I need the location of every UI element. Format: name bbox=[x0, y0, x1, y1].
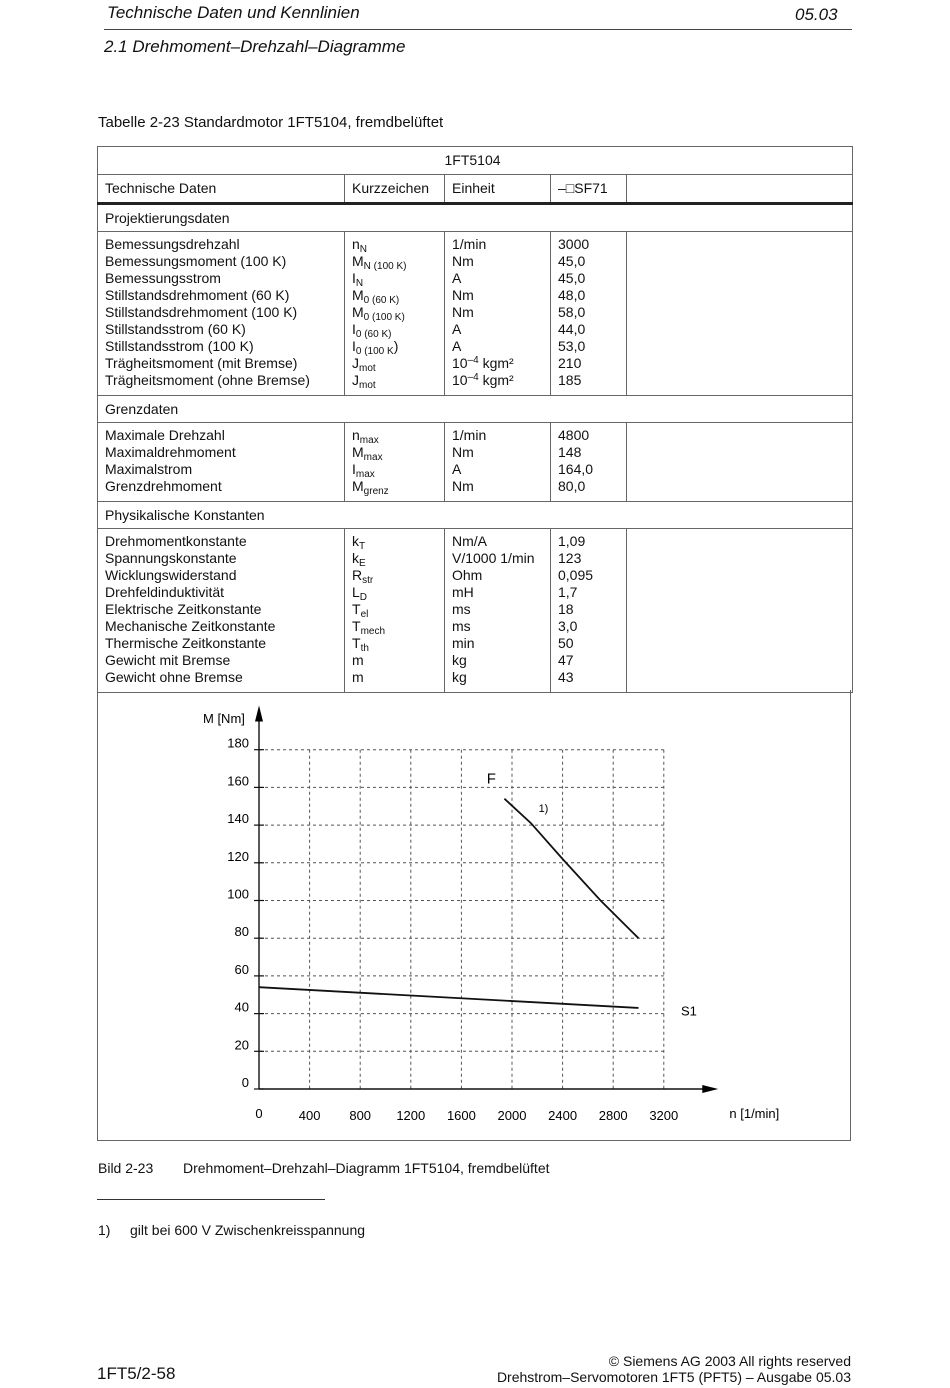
param-name: Stillstandsstrom (100 K) bbox=[98, 338, 345, 355]
section-row bbox=[98, 502, 853, 529]
symbol-subscript: th bbox=[360, 643, 369, 654]
param-name: Drehmomentkonstante bbox=[98, 529, 345, 551]
symbol-subscript: 0 (60 K) bbox=[355, 329, 392, 340]
col-header-variant: –□SF71 bbox=[551, 175, 627, 204]
symbol-subscript: E bbox=[359, 558, 366, 569]
x-tick-label: 400 bbox=[298, 1108, 321, 1123]
symbol-subscript: mech bbox=[360, 626, 386, 637]
table-row bbox=[98, 635, 853, 652]
unit-main: Ohm bbox=[452, 567, 483, 583]
param-unit bbox=[445, 423, 551, 445]
empty-cell bbox=[627, 338, 853, 355]
col-header-kurzzeichen: Kurzzeichen bbox=[345, 175, 445, 204]
param-value: 210 bbox=[551, 355, 627, 372]
empty-cell bbox=[627, 372, 853, 396]
param-name: Thermische Zeitkonstante bbox=[98, 635, 345, 652]
unit-main: A bbox=[452, 321, 462, 337]
param-value: 50 bbox=[551, 635, 627, 652]
param-symbol bbox=[345, 270, 445, 287]
param-name: Bemessungsdrehzahl bbox=[98, 232, 345, 254]
table-row bbox=[98, 423, 853, 445]
symbol-main: M bbox=[352, 444, 364, 460]
param-name: Stillstandsdrehmoment (60 K) bbox=[98, 287, 345, 304]
unit-main: 10 bbox=[452, 355, 468, 371]
curve-label-f: F bbox=[486, 770, 496, 788]
symbol-main: M bbox=[352, 287, 364, 303]
document-title: Drehstrom–Servomotoren 1FT5 (PFT5) – Ausgabe 05.03 bbox=[496, 1369, 851, 1385]
col-header-empty bbox=[627, 175, 853, 204]
param-name: Trägheitsmoment (ohne Bremse) bbox=[98, 372, 345, 396]
section-row bbox=[98, 204, 853, 232]
table-row bbox=[98, 618, 853, 635]
series-line-s1 bbox=[259, 987, 639, 1008]
param-unit bbox=[445, 253, 551, 270]
table-row bbox=[98, 652, 853, 669]
table-row bbox=[98, 584, 853, 601]
symbol-subscript: N bbox=[355, 278, 364, 289]
empty-cell bbox=[627, 618, 853, 635]
page-number: 1FT5/2-58 bbox=[97, 1364, 176, 1383]
x-tick-label: 3200 bbox=[649, 1108, 679, 1123]
empty-cell bbox=[627, 652, 853, 669]
param-symbol bbox=[345, 601, 445, 618]
y-tick-label: 160 bbox=[227, 773, 249, 789]
col-header-einheit: Einheit bbox=[445, 175, 551, 204]
section-row bbox=[98, 396, 853, 423]
spec-table-body bbox=[98, 147, 853, 693]
symbol-subscript: max bbox=[355, 469, 375, 480]
unit-main: min bbox=[452, 635, 475, 651]
param-name: Maximale Drehzahl bbox=[98, 423, 345, 445]
symbol-subscript: max bbox=[359, 435, 379, 446]
unit-main: ms bbox=[452, 618, 471, 634]
param-value: 1,7 bbox=[551, 584, 627, 601]
param-unit bbox=[445, 584, 551, 601]
table-row bbox=[98, 669, 853, 693]
empty-cell bbox=[627, 669, 853, 693]
table-row bbox=[98, 550, 853, 567]
header-rule bbox=[104, 29, 852, 30]
x-tick-label: 2000 bbox=[497, 1108, 527, 1123]
param-symbol bbox=[345, 287, 445, 304]
param-symbol bbox=[345, 304, 445, 321]
model-label: 1FT5104 bbox=[444, 152, 501, 168]
table-caption: Tabelle 2-23 Standardmotor 1FT5104, fremdbelüftet bbox=[98, 114, 444, 131]
param-unit bbox=[445, 618, 551, 635]
unit-exponent: –4 bbox=[467, 355, 479, 366]
param-value: 53,0 bbox=[551, 338, 627, 355]
footnote-text: gilt bei 600 V Zwischenkreisspannung bbox=[130, 1222, 366, 1238]
table-row bbox=[98, 232, 853, 254]
empty-cell bbox=[627, 567, 853, 584]
param-unit bbox=[445, 635, 551, 652]
param-unit bbox=[445, 529, 551, 551]
param-value: 185 bbox=[551, 372, 627, 396]
symbol-main: R bbox=[352, 567, 363, 583]
param-symbol bbox=[345, 423, 445, 445]
param-name: Gewicht ohne Bremse bbox=[98, 669, 345, 693]
y-axis-title: M [Nm] bbox=[203, 710, 245, 726]
x-tick-label: 2400 bbox=[548, 1108, 578, 1123]
torque-speed-chart bbox=[98, 690, 850, 1140]
param-value: 58,0 bbox=[551, 304, 627, 321]
param-unit bbox=[445, 304, 551, 321]
empty-cell bbox=[627, 444, 853, 461]
empty-cell bbox=[627, 529, 853, 551]
param-name: Gewicht mit Bremse bbox=[98, 652, 345, 669]
empty-cell bbox=[627, 601, 853, 618]
table-row bbox=[98, 461, 853, 478]
param-value: 45,0 bbox=[551, 253, 627, 270]
param-symbol bbox=[345, 478, 445, 502]
param-symbol bbox=[345, 550, 445, 567]
param-value: 45,0 bbox=[551, 270, 627, 287]
param-name: Maximaldrehmoment bbox=[98, 444, 345, 461]
param-unit bbox=[445, 444, 551, 461]
symbol-main: I bbox=[352, 338, 356, 354]
table-row bbox=[98, 253, 853, 270]
symbol-main: M bbox=[352, 253, 364, 269]
model-row bbox=[98, 147, 853, 175]
symbol-tail: ) bbox=[393, 338, 399, 354]
footnote-number: 1) bbox=[98, 1222, 111, 1238]
x-tick-label: 0 bbox=[255, 1106, 263, 1121]
symbol-subscript: mot bbox=[359, 380, 376, 391]
figure-caption: Drehmoment–Drehzahl–Diagramm 1FT5104, fremdbelüftet bbox=[183, 1160, 550, 1176]
y-tick-label: 140 bbox=[227, 811, 249, 827]
param-value: 4800 bbox=[551, 423, 627, 445]
param-symbol bbox=[345, 232, 445, 254]
param-value: 0,095 bbox=[551, 567, 627, 584]
symbol-subscript: grenz bbox=[363, 486, 389, 497]
empty-cell bbox=[627, 584, 853, 601]
symbol-main: L bbox=[352, 584, 360, 600]
param-value: 43 bbox=[551, 669, 627, 693]
param-symbol bbox=[345, 338, 445, 355]
x-axis-title: n [1/min] bbox=[729, 1106, 780, 1121]
unit-main: kg bbox=[452, 652, 467, 668]
symbol-main: n bbox=[352, 236, 360, 252]
unit-main: A bbox=[452, 270, 462, 286]
section-title: Projektierungsdaten bbox=[98, 204, 853, 232]
param-symbol bbox=[345, 652, 445, 669]
unit-main: Nm bbox=[452, 478, 474, 494]
param-symbol bbox=[345, 372, 445, 396]
empty-cell bbox=[627, 461, 853, 478]
param-symbol bbox=[345, 584, 445, 601]
section-title: Technische Daten und Kennlinien bbox=[107, 3, 360, 22]
symbol-main: J bbox=[352, 355, 359, 371]
x-tick-label: 1200 bbox=[396, 1108, 426, 1123]
table-row bbox=[98, 444, 853, 461]
model-name bbox=[445, 147, 853, 175]
symbol-main: M bbox=[352, 478, 364, 494]
param-name: Grenzdrehmoment bbox=[98, 478, 345, 502]
unit-main: mH bbox=[452, 584, 474, 600]
param-unit bbox=[445, 372, 551, 396]
symbol-subscript: 0 (100 K bbox=[355, 346, 394, 357]
empty-cell bbox=[627, 635, 853, 652]
param-value: 164,0 bbox=[551, 461, 627, 478]
symbol-main: m bbox=[352, 669, 364, 685]
table-row bbox=[98, 567, 853, 584]
section-title: Grenzdaten bbox=[98, 396, 853, 423]
symbol-subscript: 0 (100 K) bbox=[363, 312, 405, 323]
subsection-title: 2.1 Drehmoment–Drehzahl–Diagramme bbox=[104, 37, 406, 56]
param-name: Bemessungsstrom bbox=[98, 270, 345, 287]
table-row bbox=[98, 304, 853, 321]
param-symbol bbox=[345, 355, 445, 372]
symbol-main: T bbox=[352, 601, 361, 617]
unit-main: Nm bbox=[452, 287, 474, 303]
table-row bbox=[98, 338, 853, 355]
param-symbol bbox=[345, 253, 445, 270]
symbol-subscript: max bbox=[363, 452, 383, 463]
empty-cell bbox=[627, 270, 853, 287]
unit-tail: kgm² bbox=[478, 355, 514, 371]
param-name: Bemessungsmoment (100 K) bbox=[98, 253, 345, 270]
symbol-main: M bbox=[352, 304, 364, 320]
series-label-s1: S1 bbox=[680, 1003, 697, 1019]
unit-main: 1/min bbox=[452, 427, 487, 443]
unit-main: Nm bbox=[452, 444, 474, 460]
param-unit bbox=[445, 338, 551, 355]
section-title: Physikalische Konstanten bbox=[98, 502, 853, 529]
param-value: 18 bbox=[551, 601, 627, 618]
x-tick-label: 2800 bbox=[598, 1108, 628, 1123]
figure-label: Bild 2-23 bbox=[98, 1160, 154, 1176]
column-header-row bbox=[98, 175, 853, 204]
empty-cell bbox=[627, 321, 853, 338]
spec-table bbox=[97, 146, 853, 693]
col-header-technische-daten: Technische Daten bbox=[98, 175, 345, 204]
unit-main: ms bbox=[452, 601, 471, 617]
symbol-main: k bbox=[352, 533, 359, 549]
table-row bbox=[98, 372, 853, 396]
x-tick-label: 800 bbox=[349, 1108, 372, 1123]
y-tick-label: 180 bbox=[227, 735, 249, 751]
symbol-subscript: el bbox=[360, 609, 369, 620]
param-symbol bbox=[345, 567, 445, 584]
table-row bbox=[98, 321, 853, 338]
symbol-main: T bbox=[352, 618, 361, 634]
param-unit bbox=[445, 355, 551, 372]
table-row bbox=[98, 287, 853, 304]
unit-tail: kgm² bbox=[478, 372, 514, 388]
param-value: 3,0 bbox=[551, 618, 627, 635]
empty-cell bbox=[627, 253, 853, 270]
param-value: 1,09 bbox=[551, 529, 627, 551]
footnote-rule bbox=[97, 1199, 325, 1200]
empty-cell bbox=[627, 232, 853, 254]
symbol-subscript: 0 (60 K) bbox=[363, 295, 400, 306]
param-unit bbox=[445, 601, 551, 618]
unit-main: A bbox=[452, 461, 462, 477]
symbol-main: m bbox=[352, 652, 364, 668]
symbol-main: J bbox=[352, 372, 359, 388]
param-name: Stillstandsdrehmoment (100 K) bbox=[98, 304, 345, 321]
table-row bbox=[98, 270, 853, 287]
y-tick-label: 20 bbox=[234, 1037, 249, 1053]
param-symbol bbox=[345, 529, 445, 551]
unit-main: Nm/A bbox=[452, 533, 487, 549]
symbol-main: I bbox=[352, 321, 356, 337]
table-row bbox=[98, 529, 853, 551]
param-name: Wicklungswiderstand bbox=[98, 567, 345, 584]
symbol-subscript: D bbox=[359, 592, 368, 603]
symbol-subscript: N (100 K) bbox=[363, 261, 407, 272]
symbol-main: I bbox=[352, 461, 356, 477]
param-symbol bbox=[345, 321, 445, 338]
empty-cell bbox=[627, 287, 853, 304]
unit-main: kg bbox=[452, 669, 467, 685]
edition-date: 05.03 bbox=[795, 5, 838, 24]
chart-frame bbox=[97, 690, 851, 1141]
table-row bbox=[98, 478, 853, 502]
symbol-subscript: N bbox=[359, 244, 368, 255]
param-unit bbox=[445, 287, 551, 304]
param-name: Maximalstrom bbox=[98, 461, 345, 478]
param-unit bbox=[445, 232, 551, 254]
param-name: Elektrische Zeitkonstante bbox=[98, 601, 345, 618]
param-unit bbox=[445, 321, 551, 338]
x-tick-label: 1600 bbox=[446, 1108, 476, 1123]
symbol-subscript: T bbox=[359, 541, 366, 552]
param-unit bbox=[445, 478, 551, 502]
param-name: Drehfeldinduktivität bbox=[98, 584, 345, 601]
symbol-main: k bbox=[352, 550, 359, 566]
param-symbol bbox=[345, 444, 445, 461]
param-symbol bbox=[345, 669, 445, 693]
param-unit bbox=[445, 652, 551, 669]
param-value: 48,0 bbox=[551, 287, 627, 304]
footnote-marker: 1) bbox=[538, 802, 549, 815]
copyright: © Siemens AG 2003 All rights reserved bbox=[608, 1353, 851, 1369]
symbol-subscript: str bbox=[362, 575, 374, 586]
param-unit bbox=[445, 461, 551, 478]
symbol-main: T bbox=[352, 635, 361, 651]
unit-main: A bbox=[452, 338, 462, 354]
unit-exponent: –4 bbox=[467, 372, 479, 383]
param-value: 148 bbox=[551, 444, 627, 461]
param-unit bbox=[445, 270, 551, 287]
empty-cell bbox=[627, 423, 853, 445]
empty-cell bbox=[627, 355, 853, 372]
y-tick-label: 60 bbox=[234, 961, 249, 977]
param-name: Mechanische Zeitkonstante bbox=[98, 618, 345, 635]
param-value: 47 bbox=[551, 652, 627, 669]
empty-cell bbox=[627, 478, 853, 502]
symbol-subscript: mot bbox=[359, 363, 376, 374]
param-value: 3000 bbox=[551, 232, 627, 254]
y-tick-label: 100 bbox=[227, 886, 249, 902]
symbol-main: I bbox=[352, 270, 356, 286]
param-name: Spannungskonstante bbox=[98, 550, 345, 567]
x-axis-arrow bbox=[702, 1085, 718, 1093]
param-symbol bbox=[345, 618, 445, 635]
unit-main: 10 bbox=[452, 372, 468, 388]
param-unit bbox=[445, 567, 551, 584]
table-row bbox=[98, 601, 853, 618]
y-tick-label: 40 bbox=[234, 999, 249, 1015]
param-unit bbox=[445, 550, 551, 567]
empty-cell bbox=[627, 304, 853, 321]
y-axis-arrow bbox=[255, 706, 263, 722]
unit-main: Nm bbox=[452, 253, 474, 269]
symbol-main: n bbox=[352, 427, 360, 443]
unit-main: Nm bbox=[452, 304, 474, 320]
table-row bbox=[98, 355, 853, 372]
param-symbol bbox=[345, 461, 445, 478]
param-name: Trägheitsmoment (mit Bremse) bbox=[98, 355, 345, 372]
y-tick-label: 120 bbox=[227, 848, 249, 864]
y-tick-label: 80 bbox=[234, 924, 249, 940]
unit-main: V/1000 1/min bbox=[452, 550, 535, 566]
y-tick-label: 0 bbox=[241, 1075, 249, 1090]
param-value: 80,0 bbox=[551, 478, 627, 502]
param-unit bbox=[445, 669, 551, 693]
param-name: Stillstandsstrom (60 K) bbox=[98, 321, 345, 338]
empty-cell bbox=[627, 550, 853, 567]
unit-main: 1/min bbox=[452, 236, 487, 252]
param-value: 44,0 bbox=[551, 321, 627, 338]
param-symbol bbox=[345, 635, 445, 652]
series-line-f bbox=[504, 799, 638, 938]
param-value: 123 bbox=[551, 550, 627, 567]
